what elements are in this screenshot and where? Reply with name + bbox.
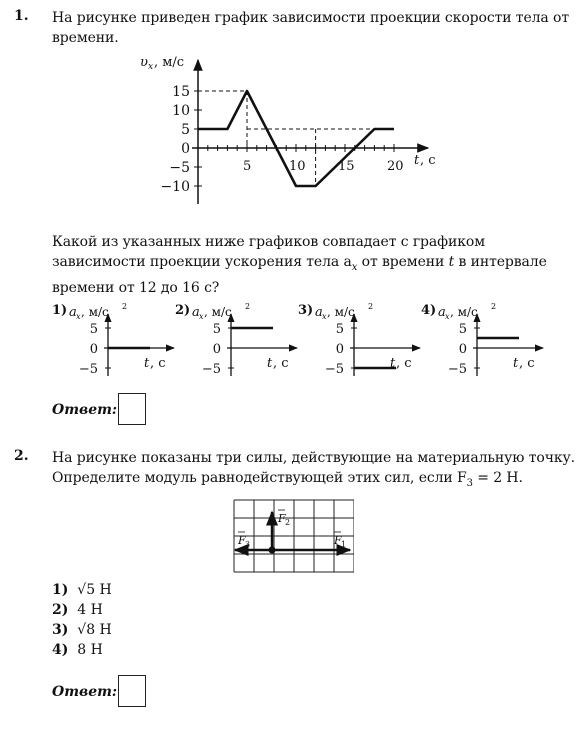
q2-option-3[interactable]: [52, 620, 112, 640]
answer-2-label: Ответ:: [52, 684, 118, 700]
mini-xlabel-var: t: [144, 356, 150, 371]
mini-ylabel-sub: x: [76, 312, 81, 321]
mini-xlabel-unit: , с: [273, 356, 289, 371]
option-3-number: 3): [298, 303, 314, 318]
f2-label: F: [278, 512, 286, 525]
y-tick-label: 15: [172, 84, 190, 100]
option-4-graph[interactable]: [421, 296, 545, 380]
f3-label: F: [238, 534, 246, 547]
question-1-text: На рисунке приведен график зависимости проекции скорости тела от времени.: [52, 10, 570, 46]
q2-option-2-text: 4 Н: [77, 602, 103, 618]
option-1-graph[interactable]: [52, 296, 176, 380]
prompt-sub: x: [351, 261, 358, 273]
mini-y-tick-label: 0: [212, 342, 221, 357]
mini-ylabel-var: a: [315, 305, 323, 320]
mini-ylabel-unit: , м/с: [327, 305, 355, 319]
mini-y-tick-label: −5: [201, 362, 221, 377]
mini-y-tick-label: 5: [458, 322, 467, 337]
mini-xlabel-unit: , с: [150, 356, 166, 371]
q2-option-2-label: 2): [52, 602, 69, 618]
x-tick-label: 10: [289, 159, 306, 174]
mini-y-tick-label: 0: [335, 342, 344, 357]
material-point: [269, 547, 276, 554]
f3-label-sub: 3: [245, 540, 251, 549]
q2-option-4[interactable]: [52, 640, 112, 660]
f1-label-sub: 1: [341, 540, 347, 549]
x-tick-label: 15: [338, 159, 355, 174]
mini-xlabel-unit: , с: [396, 356, 412, 371]
f1-label: F: [334, 534, 342, 547]
mini-ylabel-sub: x: [322, 312, 327, 321]
mini-ylabel-var: a: [69, 305, 77, 320]
answer-1-label: Ответ:: [52, 402, 118, 418]
answer-options-graphs: [52, 296, 572, 380]
mini-y-tick-label: −5: [324, 362, 344, 377]
mini-y-tick-label: 5: [335, 322, 344, 337]
q2-option-2[interactable]: [52, 600, 112, 620]
mini-ylabel-var: a: [438, 305, 446, 320]
x-axis-label-unit: , с: [420, 153, 436, 168]
forces-diagram: [232, 494, 354, 574]
y-tick-label: −10: [160, 179, 190, 195]
mini-ylabel-unit: , м/с: [450, 305, 478, 319]
y-axis-label-unit: , м/с: [154, 55, 185, 70]
option-3-graph[interactable]: [298, 296, 422, 380]
y-ticks: [160, 84, 202, 195]
option-4-number: 4): [421, 303, 437, 318]
prompt-t: t: [448, 254, 455, 270]
mini-ylabel-var: a: [192, 305, 200, 320]
option-2-number: 2): [175, 303, 191, 318]
mini-ylabel-sup: 2: [245, 302, 251, 311]
y-tick-label: −5: [169, 160, 190, 176]
mini-y-tick-label: −5: [447, 362, 467, 377]
y-tick-label: 0: [181, 141, 190, 157]
prompt-mid: от времени: [357, 254, 449, 270]
mini-ylabel-sup: 2: [491, 302, 497, 311]
y-tick-label: 5: [181, 122, 190, 138]
prompt-end: в интервале времени от 12 до 16 с?: [52, 254, 547, 296]
mini-ylabel-sup: 2: [368, 302, 374, 311]
x-ticks: [208, 144, 404, 174]
x-axis-label-var: t: [414, 153, 420, 168]
mini-xlabel-var: t: [267, 356, 273, 371]
mini-xlabel-var: t: [513, 356, 519, 371]
q2-option-4-text: 8 Н: [77, 642, 103, 658]
q2-option-1-text: √5 Н: [77, 582, 112, 598]
q2-options: [52, 580, 112, 660]
q2-option-1[interactable]: [52, 580, 112, 600]
y-axis-label-sub: x: [148, 62, 154, 72]
answer-2-input[interactable]: [118, 675, 146, 707]
question-2-number: 2.: [14, 448, 29, 464]
q2-text-pre: На рисунке показаны три силы, действующие на материальную точку. Определите модуль равнодействующей этих сил, если F: [52, 450, 575, 486]
x-tick-label: 20: [387, 159, 404, 174]
prompt-text: Какой из указанных ниже графиков совпадает с графиком зависимости проекции ускорения тела a: [52, 234, 486, 270]
mini-y-tick-label: 5: [212, 322, 221, 337]
y-axis-label-var: υ: [140, 55, 148, 70]
mini-ylabel-unit: , м/с: [204, 305, 232, 319]
mini-y-tick-label: −5: [78, 362, 98, 377]
mini-ylabel-sup: 2: [122, 302, 128, 311]
velocity-graph: [130, 52, 440, 212]
q2-option-3-text: √8 Н: [77, 622, 112, 638]
mini-ylabel-sub: x: [199, 312, 204, 321]
x-tick-label: 5: [243, 159, 252, 174]
f2-label-sub: 2: [285, 518, 291, 527]
q2-text-post: = 2 Н.: [472, 470, 523, 486]
question-1-number: 1.: [14, 8, 29, 24]
question-1-prompt: [52, 232, 577, 298]
q2-option-4-label: 4): [52, 642, 69, 658]
mini-y-tick-label: 0: [458, 342, 467, 357]
mini-y-tick-label: 5: [89, 322, 98, 337]
mini-xlabel-unit: , с: [519, 356, 535, 371]
mini-xlabel-var: t: [390, 356, 396, 371]
q2-option-1-label: 1): [52, 582, 69, 598]
mini-ylabel-unit: , м/с: [81, 305, 109, 319]
option-2-graph[interactable]: [175, 296, 299, 380]
mini-y-tick-label: 0: [89, 342, 98, 357]
mini-ylabel-sub: x: [445, 312, 450, 321]
question-2-text: [52, 448, 577, 494]
q2-option-3-label: 3): [52, 622, 69, 638]
answer-1-input[interactable]: [118, 393, 146, 425]
q2-text-sub: 3: [466, 477, 473, 489]
y-tick-label: 10: [172, 103, 190, 119]
option-1-number: 1): [52, 303, 68, 318]
